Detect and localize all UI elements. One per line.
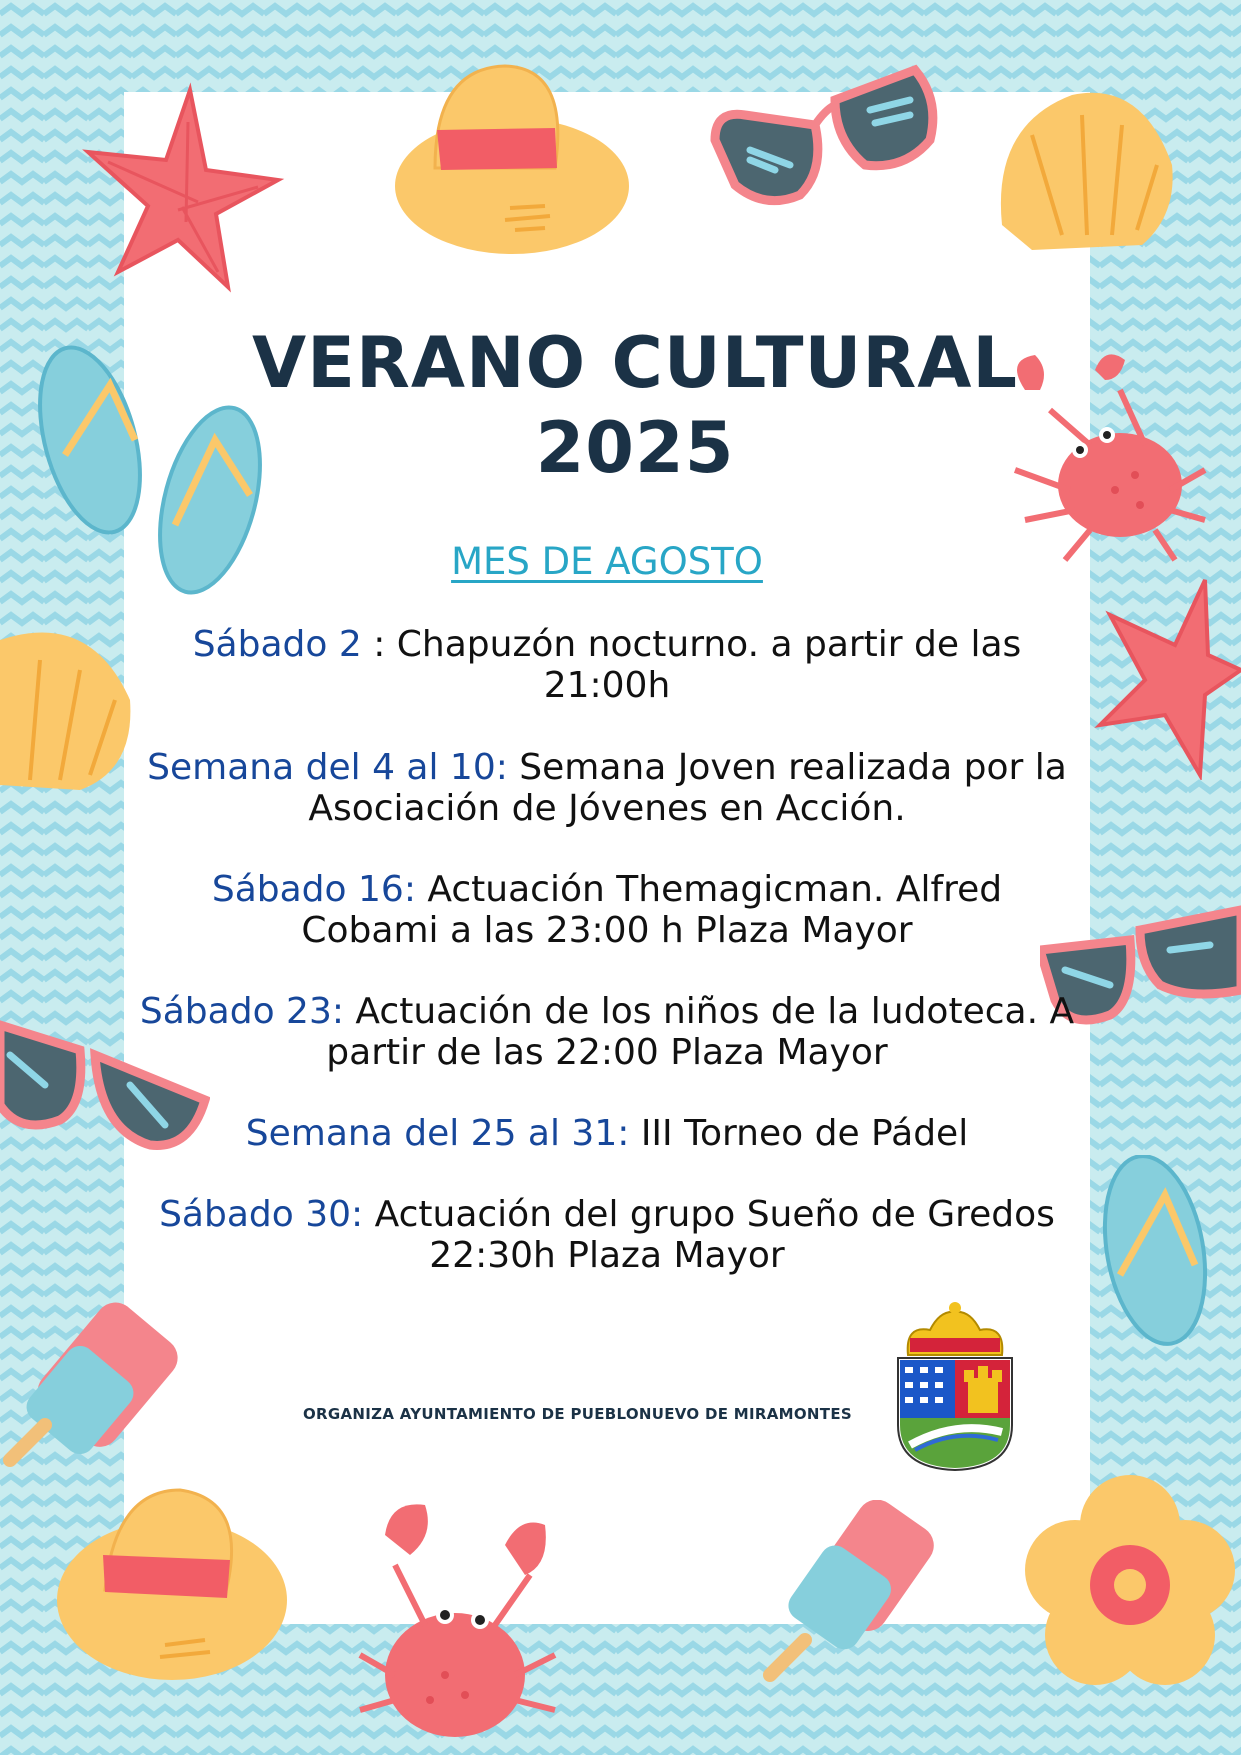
seashell-icon [992, 85, 1182, 260]
event-date: Sábado 30: [159, 1194, 364, 1235]
event-date: Sábado 2 [192, 624, 362, 665]
event-description: Semana Joven realizada por la Asociación de Jóvenes en Acción. [308, 747, 1067, 829]
event-description: Actuación Themagicman. Alfred Cobami a las 23:00 h Plaza Mayor [301, 869, 1003, 951]
event-date: Semana del 4 al 10: [147, 747, 508, 788]
event-item [124, 747, 1090, 829]
poster-title: VERANO CULTURAL [251, 322, 1019, 404]
event-description: III Torneo de Pádel [629, 1113, 969, 1154]
month-heading: MES DE AGOSTO [451, 540, 763, 583]
sunhat-icon [395, 58, 630, 258]
sunglasses-icon [705, 60, 945, 210]
seashell-icon [0, 620, 140, 800]
sunhat-icon [55, 1480, 290, 1685]
event-item [124, 869, 1090, 951]
flower-icon [1025, 1475, 1235, 1690]
event-item [124, 991, 1090, 1073]
event-description: Actuación del grupo Sueño de Gredos 22:30h Plaza Mayor [363, 1194, 1055, 1276]
coat-of-arms-logo [890, 1300, 1020, 1472]
event-date: Sábado 16: [211, 869, 416, 910]
flipflops-icon [1095, 1155, 1241, 1405]
event-item [124, 624, 1090, 706]
poster-year: 2025 [535, 407, 735, 489]
popsicle-icon [760, 1500, 935, 1685]
event-description: : Chapuzón nocturno. a partir de las 21:00h [361, 624, 1022, 706]
starfish-icon [1090, 575, 1241, 780]
organizer-text: ORGANIZA AYUNTAMIENTO DE PUEBLONUEVO DE MIRAMONTES [303, 1405, 852, 1423]
event-date: Sábado 23: [139, 991, 344, 1032]
popsicle-icon [0, 1295, 180, 1475]
crab-icon [355, 1495, 575, 1755]
event-item [124, 1194, 1090, 1276]
event-item [124, 1113, 1090, 1154]
event-date: Semana del 25 al 31: [245, 1113, 630, 1154]
event-description: Actuación de los niños de la ludoteca. A partir de las 22:00 Plaza Mayor [326, 991, 1075, 1073]
starfish-icon [78, 82, 288, 297]
